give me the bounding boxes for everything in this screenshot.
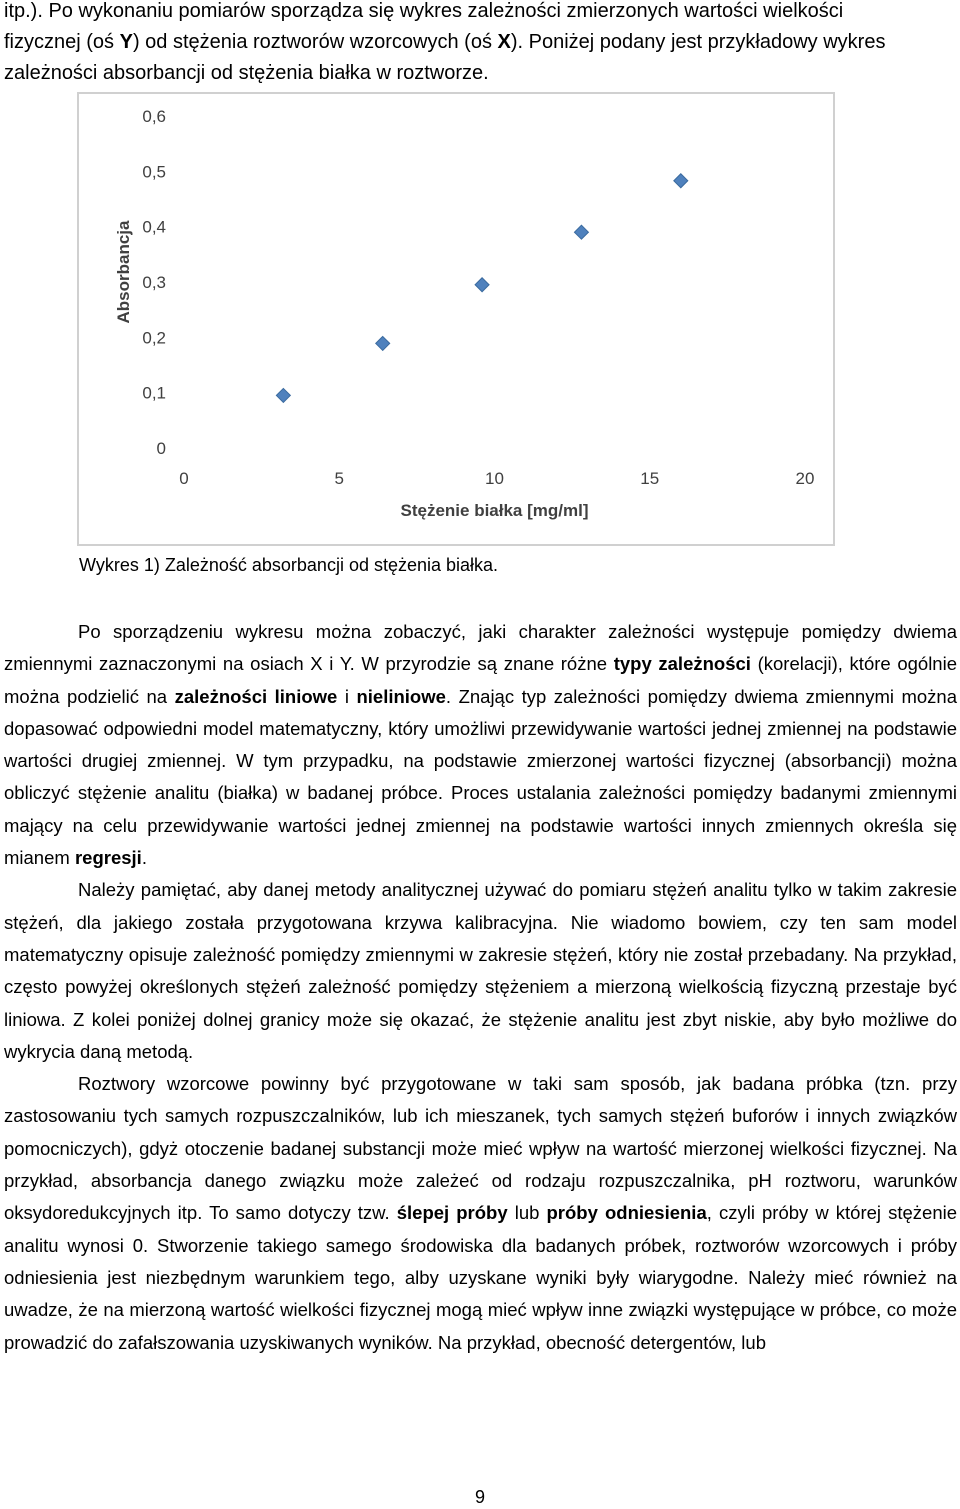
paragraph-1-text-2: (korelacji), które ogólnie można podzielić na (4, 653, 957, 707)
x-tick-label: 5 (334, 469, 344, 488)
intro-line-3 (4, 58, 957, 89)
data-point (574, 225, 588, 239)
x-tick-label: 15 (640, 469, 660, 488)
paragraph-2-text: Należy pamiętać, aby danej metody analitycznej używać do pomiaru stężeń analitu tylko w takim zakresie stężeń, dla jakiego została przygotowana krzywa kalibracyjna. Nie wiadomo bowiem, czy ten sam model matematyczny opisuje zależność pomiędzy zmiennymi w zakresie stężeń, który nie został przebadany. Na przykład, często powyżej określonych stężeń zależność pomiędzy stężeniem a mierzoną wielkością fizyczną przestaje być liniowa. Z kolei poniżej dolnej granicy może się okazać, że stężenie analitu jest zbyt niskie, aby było możliwe do wykrycia daną metodą. (4, 879, 957, 1062)
y-tick-label: 0 (156, 439, 166, 458)
y-axis-title: Absorbancja (114, 220, 133, 324)
paragraph-3-text-1: Roztwory wzorcowe powinny być przygotowane w taki sam sposób, jak badana próbka (tzn. przy zastosowaniu tych samych rozpuszczalników, lub ich mieszanek, tych samych stężeń buforów i innych związków pomocniczych), gdyż otoczenie badanej substancji może mieć wpływ na wartość mierzonej wielkości fizycznej. Na przykład, absorbancja danego związku może zależeć od rodzaju rozpuszczalnika, pH roztworu, warunków oksydoredukcyjnych itp. To samo dotyczy tzw. (4, 1073, 957, 1224)
term-regresji: regresji (74, 847, 142, 869)
term-proby-odniesienia: próby odniesienia (546, 1202, 707, 1224)
intro-line-1 (4, 0, 957, 27)
axis-y-mention: Y (119, 31, 133, 53)
y-tick-label: 0,2 (142, 328, 166, 348)
intro-line-2-text-a: fizycznej (oś (4, 31, 120, 53)
axis-x-mention: X (497, 31, 511, 53)
term-nieliniowe: nieliniowe (356, 685, 446, 707)
paragraph-1 (4, 616, 957, 874)
intro-line-1-text: itp.). Po wykonaniu pomiarów sporządza się wykres zależności zmierzonych wartości wielkości (4, 0, 844, 22)
paragraph-1-text-5: . (141, 847, 147, 869)
x-axis-title: Stężenie białka [mg/ml] (400, 501, 589, 520)
chart-caption: Wykres 1) Zależność absorbancji od stężenia białka. (79, 555, 499, 575)
intro-line-3-text: zależności absorbancji od stężenia białka w roztworze. (4, 62, 489, 84)
intro-line-2 (4, 27, 957, 58)
paragraph-1-text-4: . Znając typ zależności pomiędzy dwiema zmiennymi można dopasować odpowiedni model matematyczny, który umożliwi przewidywanie wartości jednej zmiennej na podstawie wartości drugiej zmiennej. W tym przypadku, na podstawie zmierzonej wartości fizycznej (absorbancji) można obliczyć stężenie analitu (białka) w badanej próbce. Proces ustalania zależności pomiędzy badanymi zmiennymi mający na celu przewidywanie wartości jednej zmiennej na podstawie wartości innych zmiennych określa się mianem (4, 685, 958, 869)
body-text (4, 616, 957, 1359)
paragraph-3 (4, 1068, 957, 1359)
y-tick-label: 0,1 (142, 383, 166, 403)
x-tick-label: 0 (179, 469, 189, 488)
x-tick-label: 20 (795, 469, 815, 488)
scatter-chart (79, 94, 835, 546)
term-typy-zaleznosci: typy zależności (613, 653, 751, 675)
paragraph-1-text-1: Po sporządzeniu wykresu można zobaczyć, jaki charakter zależności występuje pomiędzy dwiema zmiennymi zaznaczonymi na osiach X i Y. W przyrodzie są znane różne (4, 621, 957, 675)
paragraph-1-text-3: i (337, 685, 357, 707)
y-tick-label: 0,3 (142, 273, 166, 292)
y-tick-label: 0,6 (142, 107, 166, 126)
intro-line-2-text-b: ) od stężenia roztworów wzorcowych (oś (132, 31, 498, 53)
data-point (475, 278, 489, 292)
term-slepej-proby: ślepej próby (396, 1202, 508, 1224)
paragraph-3-text-2: lub (507, 1202, 547, 1224)
y-tick-label: 0,5 (142, 162, 166, 182)
page-number: 9 (474, 1487, 485, 1507)
intro-paragraph (4, 0, 957, 89)
data-point (674, 174, 688, 188)
term-zaleznosci-liniowe: zależności liniowe (174, 685, 338, 707)
data-point (376, 336, 390, 350)
paragraph-2 (4, 874, 957, 1068)
y-tick-label: 0,4 (142, 217, 166, 237)
data-point (276, 388, 290, 402)
x-tick-label: 10 (485, 469, 504, 488)
chart-frame (77, 92, 835, 546)
intro-line-2-text-c: ). Poniżej podany jest przykładowy wykres (510, 31, 886, 53)
paragraph-3-text-3: , czyli próby w której stężenie analitu wynosi 0. Stworzenie takiego samego środowiska dla badanych próbek, roztworów wzorcowych i próby odniesienia jest niezbędnym warunkiem tego, alby uzyskane wyniki były wiarygodne. Należy mieć również na uwadze, że na mierzoną wartość wielkości fizycznej mogą mieć wpływ inne związki występujące w próbce, co może prowadzić do zafałszowania uzyskiwanych wyników. Na przykład, obecność detergentów, lub (4, 1202, 958, 1353)
